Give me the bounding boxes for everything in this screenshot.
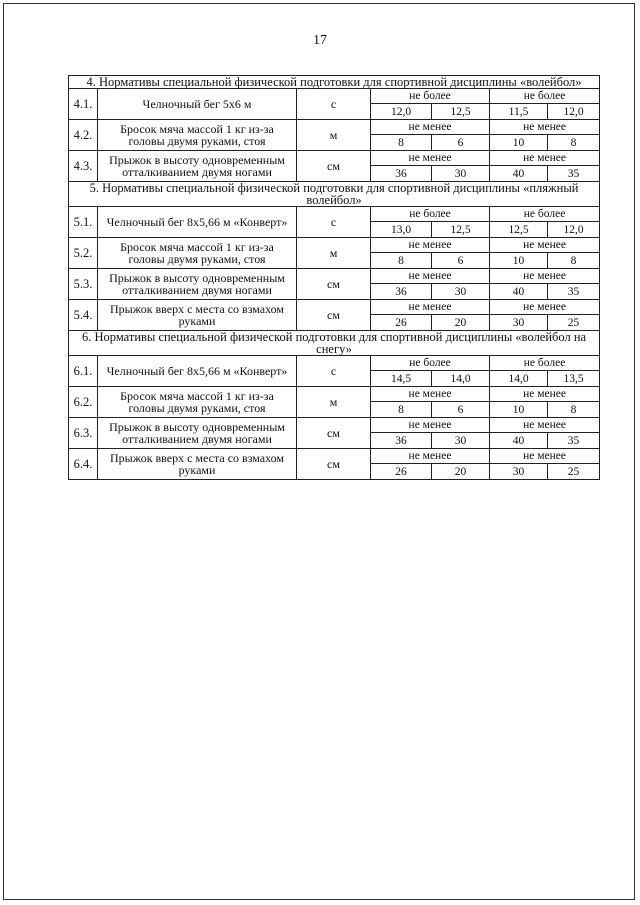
value-cell: 10: [490, 135, 548, 151]
exercise-name: Бросок мяча массой 1 кг из-за головы двумя руками, стоя: [98, 120, 297, 151]
table-row: [69, 449, 600, 464]
value-cell: 6: [432, 253, 490, 269]
table-row: [69, 120, 600, 135]
value-cell: 14,0: [490, 371, 548, 387]
value-cell: 40: [490, 166, 548, 182]
exercise-name: Прыжок в высоту одновременным отталкиванием двумя ногами: [98, 418, 297, 449]
condition-group-1: не менее: [371, 449, 490, 464]
unit: с: [297, 356, 371, 387]
condition-group-2: не менее: [490, 449, 600, 464]
row-number: 6.4.: [69, 449, 98, 480]
condition-group-2: не менее: [490, 269, 600, 284]
table-row: [69, 151, 600, 166]
value-cell: 30: [432, 284, 490, 300]
value-cell: 10: [490, 253, 548, 269]
exercise-name: Прыжок в высоту одновременным отталкиванием двумя ногами: [98, 151, 297, 182]
unit: с: [297, 89, 371, 120]
section-header-row: [69, 182, 600, 207]
exercise-name: Бросок мяча массой 1 кг из-за головы двумя руками, стоя: [98, 387, 297, 418]
row-number: 5.4.: [69, 300, 98, 331]
value-cell: 10: [490, 402, 548, 418]
condition-group-2: не более: [490, 356, 600, 371]
value-cell: 36: [371, 284, 432, 300]
condition-group-2: не менее: [490, 151, 600, 166]
value-cell: 20: [432, 315, 490, 331]
value-cell: 40: [490, 433, 548, 449]
condition-group-2: не менее: [490, 387, 600, 402]
exercise-name: Челночный бег 5х6 м: [98, 89, 297, 120]
table-row: [69, 207, 600, 222]
value-cell: 14,5: [371, 371, 432, 387]
exercise-name: Прыжок вверх с места со взмахом руками: [98, 449, 297, 480]
value-cell: 12,5: [432, 104, 490, 120]
table-row: [69, 269, 600, 284]
unit: см: [297, 269, 371, 300]
condition-group-2: не менее: [490, 238, 600, 253]
value-cell: 12,0: [371, 104, 432, 120]
section-title: 4. Нормативы специальной физической подготовки для спортивной дисциплины «волейбол»: [69, 76, 600, 89]
value-cell: 6: [432, 402, 490, 418]
value-cell: 12,5: [432, 222, 490, 238]
condition-group-1: не менее: [371, 300, 490, 315]
unit: см: [297, 300, 371, 331]
page-number: 17: [313, 33, 327, 48]
table-row: [69, 89, 600, 104]
condition-group-1: не менее: [371, 151, 490, 166]
table-row: [69, 238, 600, 253]
value-cell: 30: [432, 433, 490, 449]
section-header-row: [69, 331, 600, 356]
table-row: [69, 387, 600, 402]
exercise-name: Бросок мяча массой 1 кг из-за головы двумя руками, стоя: [98, 238, 297, 269]
condition-group-1: не менее: [371, 120, 490, 135]
value-cell: 8: [371, 402, 432, 418]
condition-group-2: не менее: [490, 300, 600, 315]
value-cell: 26: [371, 464, 432, 480]
unit: см: [297, 151, 371, 182]
value-cell: 36: [371, 166, 432, 182]
value-cell: 20: [432, 464, 490, 480]
value-cell: 6: [432, 135, 490, 151]
exercise-name: Прыжок в высоту одновременным отталкиванием двумя ногами: [98, 269, 297, 300]
unit: см: [297, 418, 371, 449]
value-cell: 8: [371, 135, 432, 151]
value-cell: 26: [371, 315, 432, 331]
condition-group-1: не менее: [371, 418, 490, 433]
table-row: [69, 300, 600, 315]
value-cell: 12,0: [548, 222, 600, 238]
value-cell: 8: [548, 135, 600, 151]
condition-group-1: не менее: [371, 387, 490, 402]
value-cell: 30: [490, 464, 548, 480]
row-number: 5.3.: [69, 269, 98, 300]
row-number: 6.3.: [69, 418, 98, 449]
condition-group-2: не менее: [490, 418, 600, 433]
row-number: 4.2.: [69, 120, 98, 151]
value-cell: 40: [490, 284, 548, 300]
value-cell: 35: [548, 433, 600, 449]
value-cell: 11,5: [490, 104, 548, 120]
table-row: [69, 356, 600, 371]
unit: м: [297, 120, 371, 151]
row-number: 5.1.: [69, 207, 98, 238]
section-title: 5. Нормативы специальной физической подготовки для спортивной дисциплины «пляжный волейбол»: [69, 182, 600, 207]
standards-table: [68, 75, 600, 480]
section-title: 6. Нормативы специальной физической подготовки для спортивной дисциплины «волейбол на снегу»: [69, 331, 600, 356]
condition-group-2: не более: [490, 89, 600, 104]
unit: м: [297, 387, 371, 418]
section-header-row: [69, 76, 600, 89]
condition-group-1: не менее: [371, 269, 490, 284]
value-cell: 36: [371, 433, 432, 449]
condition-group-1: не более: [371, 89, 490, 104]
value-cell: 12,5: [490, 222, 548, 238]
condition-group-1: не менее: [371, 238, 490, 253]
condition-group-2: не менее: [490, 120, 600, 135]
condition-group-2: не более: [490, 207, 600, 222]
value-cell: 8: [371, 253, 432, 269]
row-number: 6.2.: [69, 387, 98, 418]
row-number: 6.1.: [69, 356, 98, 387]
row-number: 4.3.: [69, 151, 98, 182]
value-cell: 13,5: [548, 371, 600, 387]
value-cell: 13,0: [371, 222, 432, 238]
value-cell: 30: [490, 315, 548, 331]
value-cell: 25: [548, 464, 600, 480]
value-cell: 8: [548, 402, 600, 418]
unit: см: [297, 449, 371, 480]
unit: м: [297, 238, 371, 269]
value-cell: 35: [548, 166, 600, 182]
exercise-name: Челночный бег 8х5,66 м «Конверт»: [98, 356, 297, 387]
row-number: 5.2.: [69, 238, 98, 269]
condition-group-1: не более: [371, 207, 490, 222]
value-cell: 14,0: [432, 371, 490, 387]
value-cell: 30: [432, 166, 490, 182]
value-cell: 8: [548, 253, 600, 269]
condition-group-1: не более: [371, 356, 490, 371]
table-row: [69, 418, 600, 433]
value-cell: 12,0: [548, 104, 600, 120]
value-cell: 25: [548, 315, 600, 331]
value-cell: 35: [548, 284, 600, 300]
row-number: 4.1.: [69, 89, 98, 120]
unit: с: [297, 207, 371, 238]
exercise-name: Челночный бег 8х5,66 м «Конверт»: [98, 207, 297, 238]
exercise-name: Прыжок вверх с места со взмахом руками: [98, 300, 297, 331]
